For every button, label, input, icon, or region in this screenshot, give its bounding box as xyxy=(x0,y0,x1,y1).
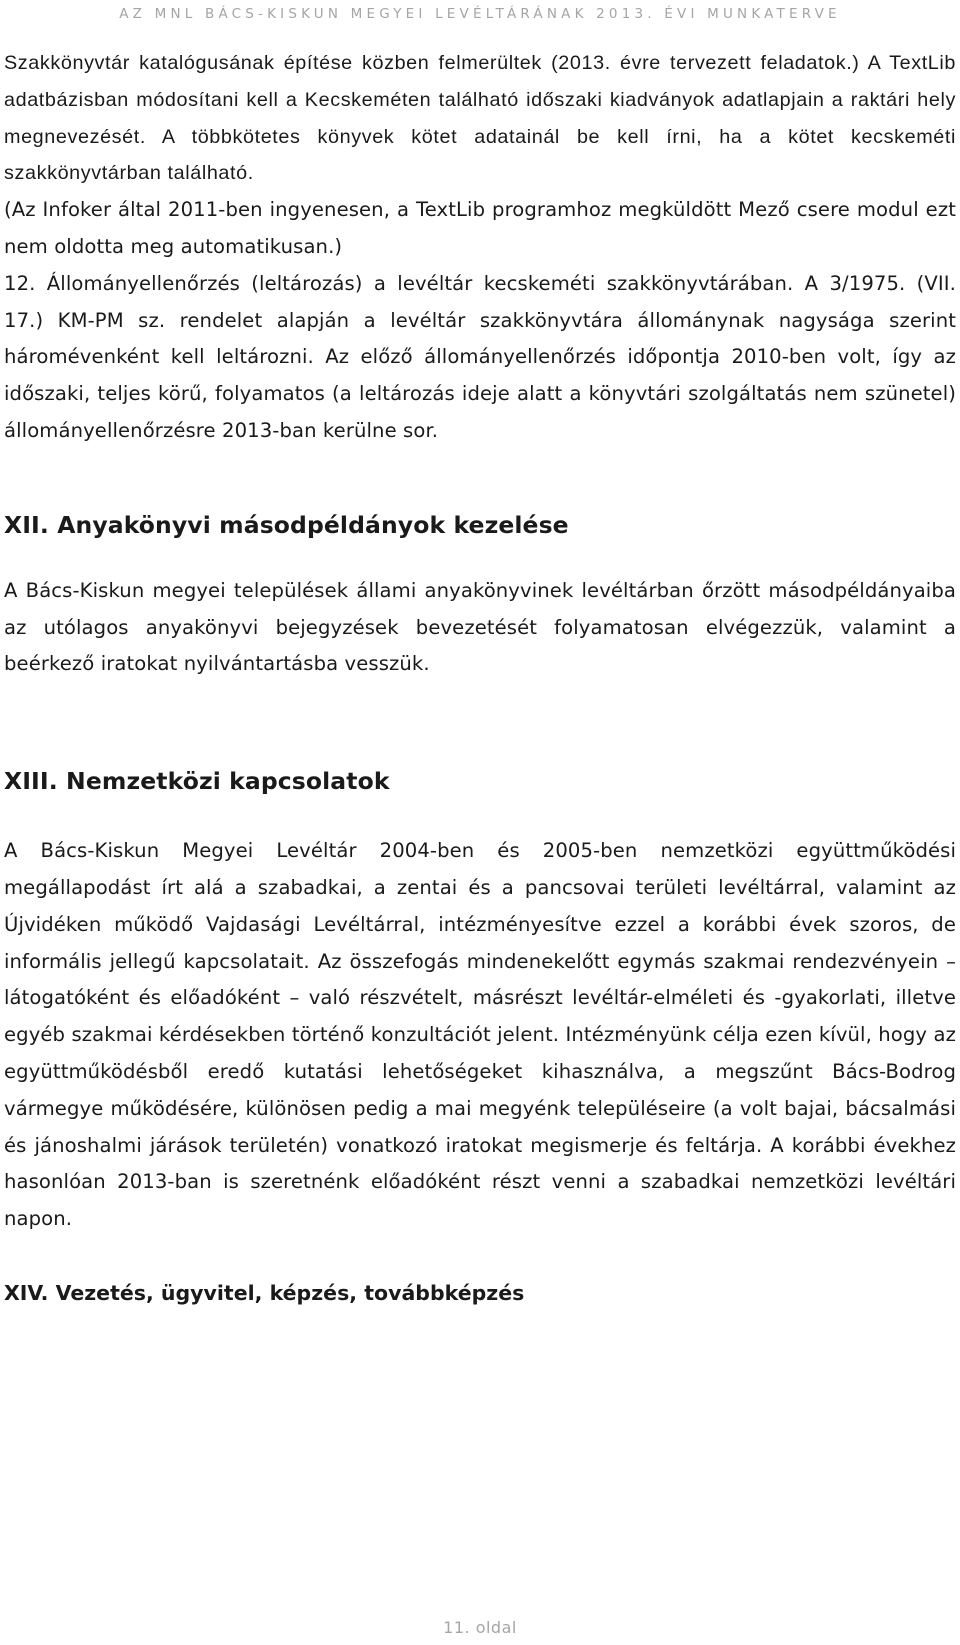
section-xiii-heading: XIII. Nemzetközi kapcsolatok xyxy=(4,767,390,796)
section-xii-body: A Bács-Kiskun megyei települések állami anyakönyvinek levéltárban őrzött másodpéldányaiba az utólagos anyakönyvi bejegyzések bevezetését folyamatosan elvégezzük, valamint a beérkező iratokat nyilvántartásba vesszük. xyxy=(4,578,956,676)
section-xii-heading: XII. Anyakönyvi másodpéldányok kezelése xyxy=(4,510,569,539)
section-xiv-heading: XIV. Vezetés, ügyvitel, képzés, továbbképzés xyxy=(4,1280,525,1305)
intro-paragraph-textlib: Szakkönyvtár katalógusának építése közben felmerültek (2013. évre tervezett feladatok.) A TextLib adatbázisban módosítani kell a Kecskeméten található időszaki kiadványok adatlapjain a raktári hely megnevezését. A többkötetes könyvek kötet adatainál be kell írni, ha a kötet kecskeméti szakkönyvtárban található. xyxy=(4,52,956,185)
library-catalog-section xyxy=(4,45,956,450)
intro-paragraph-infoker: (Az Infoker által 2011-ben ingyenesen, a TextLib programhoz megküldött Mező csere modul ezt nem oldotta meg automatikusan.) xyxy=(4,198,956,258)
running-header: AZ MNL BÁCS-KISKUN MEGYEI LEVÉLTÁRÁNAK 2013. ÉVI MUNKATERVE xyxy=(119,6,841,22)
page-content xyxy=(4,45,956,1308)
page-number: 11. oldal xyxy=(443,1618,517,1637)
intro-paragraph-inventory: 12. Állományellenőrzés (leltározás) a levéltár kecskeméti szakkönyvtárában. A 3/1975. (VII. 17.) KM-PM sz. rendelet alapján a levéltár szakkönyvtára állománynak nagysága szerint háromévenként kell leltározni. Az előző állományellenőrzés időpontja 2010-ben volt, így az időszaki, teljes körű, folyamatos (a leltározás ideje alatt a könyvtári szolgáltatás nem szünetel) állományellenőrzésre 2013-ban kerülne sor. xyxy=(4,271,956,442)
section-xiii-body: A Bács-Kiskun Megyei Levéltár 2004-ben és 2005-ben nemzetközi együttműködési megállapodást írt alá a szabadkai, a zentai és a pancsovai területi levéltárral, valamint az Újvidéken működő Vajdasági Levéltárral, intézményesítve ezzel a korábbi évek szoros, de informális jellegű kapcsolatait. Az összefogás mindenekelőtt egymás szakmai rendezvényein – látogatóként és előadóként – való részvételt, másrészt levéltár-elméleti és -gyakorlati, illetve egyéb szakmai kérdésekben történő konzultációt jelent. Intézményünk célja ezen kívül, hogy az együttműködésből eredő kutatási lehetőségeket kihasználva, a megszűnt Bács-Bodrog vármegye működésére, különösen pedig a mai megyénk településeire (a volt bajai, bácsalmási és jánoshalmi járások területén) vonatkozó iratokat megismerje és feltárja. A korábbi évekhez hasonlóan 2013-ban is szeretnénk előadóként részt venni a szabadkai nemzetközi levéltári napon. xyxy=(4,839,956,1231)
